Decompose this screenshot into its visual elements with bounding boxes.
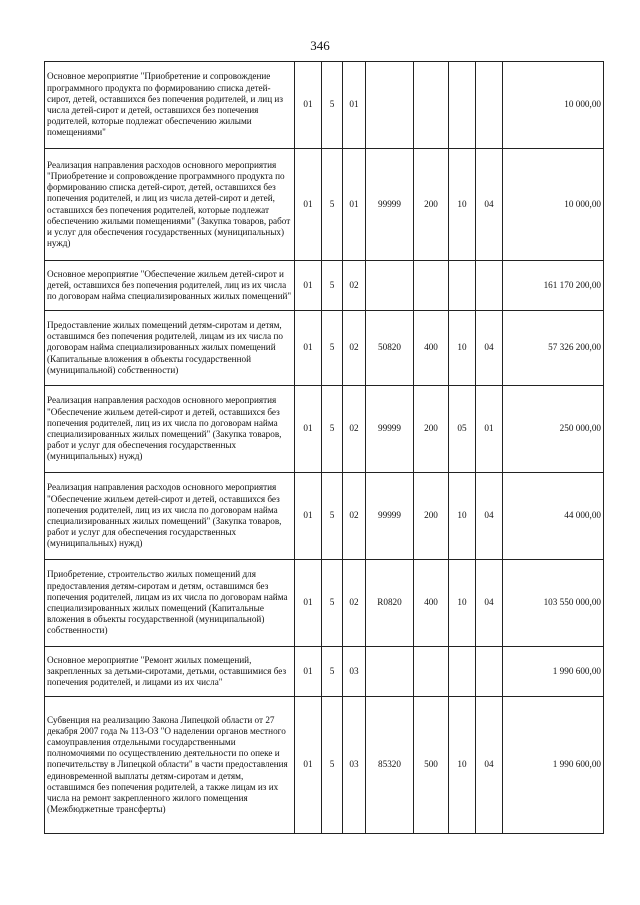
expense-type-cell xyxy=(414,647,449,697)
amount-cell: 250 000,00 xyxy=(503,386,604,473)
code-cell: 01 xyxy=(295,386,322,473)
code-cell: 01 xyxy=(295,149,322,261)
row-description: Реализация направления расходов основного мероприятия "Обеспечение жильем детей-сирот и детей, оставшихся без попечения родителей, лиц из их числа по договорам найма специализированных жилых помещений" (Закупка товаров, работ и услуг для обеспечения государственных (муниципальных) нужд) xyxy=(45,473,295,560)
target-article-cell: 99999 xyxy=(366,149,414,261)
subsection-cell: 04 xyxy=(476,560,503,647)
target-article-cell xyxy=(366,62,414,149)
subsection-cell: 04 xyxy=(476,311,503,386)
code-cell: 5 xyxy=(322,311,343,386)
section-cell xyxy=(449,261,476,311)
amount-cell: 10 000,00 xyxy=(503,149,604,261)
code-cell: 5 xyxy=(322,149,343,261)
amount-cell: 103 550 000,00 xyxy=(503,560,604,647)
section-cell: 10 xyxy=(449,149,476,261)
subsection-cell: 04 xyxy=(476,473,503,560)
table-row xyxy=(45,647,604,697)
target-article-cell: 50820 xyxy=(366,311,414,386)
code-cell: 5 xyxy=(322,560,343,647)
target-article-cell: R0820 xyxy=(366,560,414,647)
subsection-cell xyxy=(476,647,503,697)
table-row xyxy=(45,149,604,261)
amount-cell: 1 990 600,00 xyxy=(503,697,604,834)
section-cell: 10 xyxy=(449,697,476,834)
table-row xyxy=(45,386,604,473)
expense-type-cell: 400 xyxy=(414,311,449,386)
code-cell: 01 xyxy=(343,149,366,261)
expense-type-cell: 400 xyxy=(414,560,449,647)
code-cell: 02 xyxy=(343,261,366,311)
expense-type-cell: 200 xyxy=(414,473,449,560)
amount-cell: 44 000,00 xyxy=(503,473,604,560)
code-cell: 01 xyxy=(295,311,322,386)
table-row xyxy=(45,62,604,149)
code-cell: 01 xyxy=(295,647,322,697)
table-row xyxy=(45,473,604,560)
code-cell: 02 xyxy=(343,473,366,560)
section-cell: 10 xyxy=(449,560,476,647)
amount-cell: 10 000,00 xyxy=(503,62,604,149)
table-row xyxy=(45,311,604,386)
code-cell: 03 xyxy=(343,647,366,697)
section-cell: 10 xyxy=(449,473,476,560)
code-cell: 5 xyxy=(322,261,343,311)
code-cell: 5 xyxy=(322,473,343,560)
section-cell: 10 xyxy=(449,311,476,386)
subsection-cell xyxy=(476,261,503,311)
table-row xyxy=(45,697,604,834)
amount-cell: 1 990 600,00 xyxy=(503,647,604,697)
amount-cell: 161 170 200,00 xyxy=(503,261,604,311)
page-number: 346 xyxy=(310,38,330,53)
code-cell: 5 xyxy=(322,697,343,834)
target-article-cell: 99999 xyxy=(366,473,414,560)
code-cell: 5 xyxy=(322,386,343,473)
code-cell: 01 xyxy=(295,473,322,560)
subsection-cell xyxy=(476,62,503,149)
subsection-cell: 01 xyxy=(476,386,503,473)
code-cell: 01 xyxy=(343,62,366,149)
section-cell xyxy=(449,62,476,149)
section-cell xyxy=(449,647,476,697)
expense-type-cell: 200 xyxy=(414,386,449,473)
section-cell: 05 xyxy=(449,386,476,473)
budget-table xyxy=(44,61,604,834)
row-description: Основное мероприятие "Ремонт жилых помещений, закрепленных за детьми-сиротами, детьми, оставшимися без попечения родителей, и лицами из их числа" xyxy=(45,647,295,697)
expense-type-cell: 500 xyxy=(414,697,449,834)
row-description: Основное мероприятие "Приобретение и сопровождение программного продукта по формированию списка детей-сирот, детей, оставшихся без попечения родителей, и лиц из числа детей-сирот и детей, оставшихся без попечения родителей, которые подлежат обеспечению жилыми помещениями" xyxy=(45,62,295,149)
table-row xyxy=(45,560,604,647)
row-description: Основное мероприятие "Обеспечение жильем детей-сирот и детей, оставшихся без попечения родителей, лиц из их числа по договорам найма специализированных жилых помещений" xyxy=(45,261,295,311)
row-description: Реализация направления расходов основного мероприятия "Приобретение и сопровождение программного продукта по формированию списка детей-сирот, детей, оставшихся без попечения родителей, и лиц из числа детей-сирот и детей, оставшихся без попечения родителей, которые подлежат обеспечению жилыми помещениями" (Закупка товаров, работ и услуг для обеспечения государственных (муниципальных) нужд) xyxy=(45,149,295,261)
amount-cell: 57 326 200,00 xyxy=(503,311,604,386)
subsection-cell: 04 xyxy=(476,697,503,834)
target-article-cell: 99999 xyxy=(366,386,414,473)
target-article-cell: 85320 xyxy=(366,697,414,834)
row-description: Предоставление жилых помещений детям-сиротам и детям, оставшимся без попечения родителей, лицам из их числа по договорам найма специализированных жилых помещений (Капитальные вложения в объекты государственной (муниципальной) собственности) xyxy=(45,311,295,386)
expense-type-cell xyxy=(414,62,449,149)
code-cell: 5 xyxy=(322,647,343,697)
code-cell: 5 xyxy=(322,62,343,149)
row-description: Реализация направления расходов основного мероприятия "Обеспечение жильем детей-сирот и детей, оставшихся без попечения родителей, лиц из их числа по договорам найма специализированных жилых помещений" (Закупка товаров, работ и услуг для обеспечения государственных (муниципальных) нужд) xyxy=(45,386,295,473)
target-article-cell xyxy=(366,261,414,311)
subsection-cell: 04 xyxy=(476,149,503,261)
table-row xyxy=(45,261,604,311)
code-cell: 02 xyxy=(343,386,366,473)
expense-type-cell: 200 xyxy=(414,149,449,261)
code-cell: 02 xyxy=(343,311,366,386)
code-cell: 01 xyxy=(295,697,322,834)
code-cell: 01 xyxy=(295,62,322,149)
target-article-cell xyxy=(366,647,414,697)
code-cell: 01 xyxy=(295,560,322,647)
code-cell: 03 xyxy=(343,697,366,834)
row-description: Субвенция на реализацию Закона Липецкой области от 27 декабря 2007 года № 113-ОЗ "О наделении органов местного самоуправления отдельными государственными полномочиями по осуществлению деятельности по опеке и попечительству в Липецкой области" в части предоставления единовременной выплаты детям-сиротам и детям, оставшимся без попечения родителей, а также лицам из их числа на ремонт закрепленного жилого помещения (Межбюджетные трансферты) xyxy=(45,697,295,834)
expense-type-cell xyxy=(414,261,449,311)
code-cell: 01 xyxy=(295,261,322,311)
row-description: Приобретение, строительство жилых помещений для предоставления детям-сиротам и детям, оставшимся без попечения родителей, лицам из их числа по договорам найма специализированных жилых помещений (Капитальные вложения в объекты государственной (муниципальной) собственности) xyxy=(45,560,295,647)
code-cell: 02 xyxy=(343,560,366,647)
